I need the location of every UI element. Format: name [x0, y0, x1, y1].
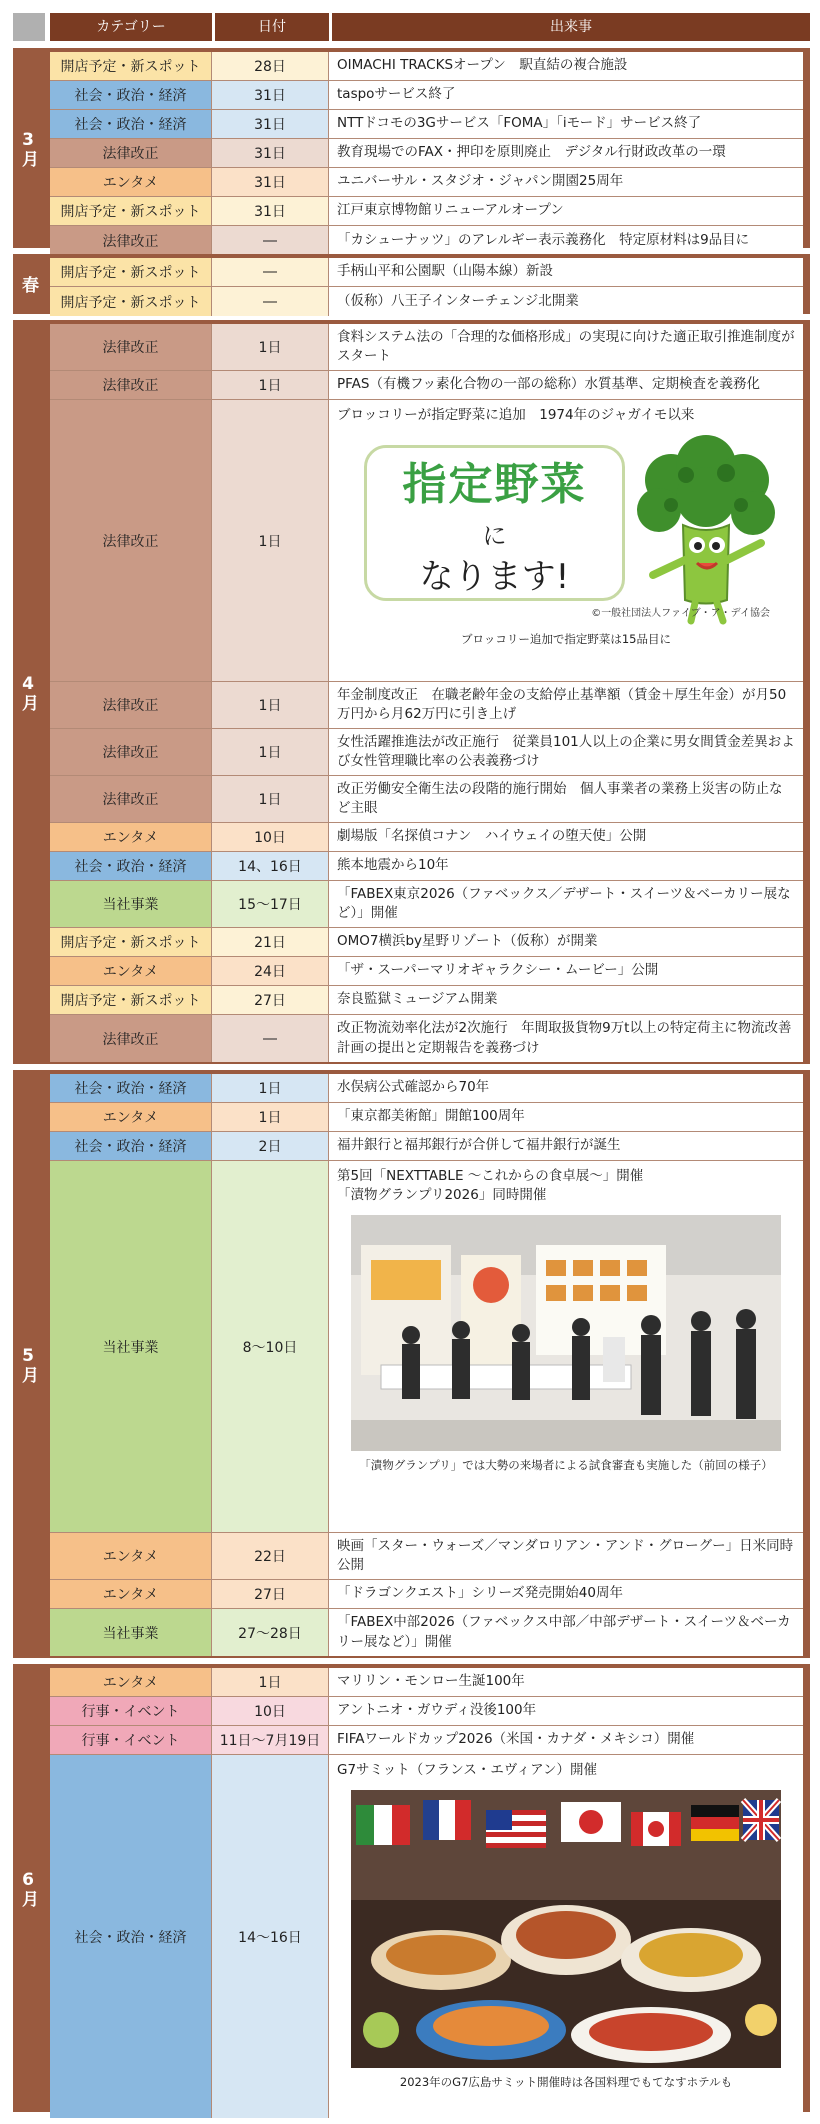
table-row — [50, 1755, 803, 2118]
event-cell — [329, 226, 803, 255]
event-cell — [329, 957, 803, 985]
event-cell — [329, 1533, 803, 1579]
event-cell — [329, 1609, 803, 1656]
event-cell — [329, 1755, 803, 2118]
flag-germany-icon — [691, 1805, 739, 1841]
table-row — [50, 682, 803, 729]
month-label: 4月 — [18, 673, 38, 711]
event-cell — [329, 823, 803, 851]
photo-frame — [351, 1790, 781, 2068]
date-cell: 1日 — [212, 1074, 329, 1102]
table-row — [50, 52, 803, 81]
event-cell — [329, 1161, 803, 1532]
table-row — [50, 986, 803, 1015]
event-cell — [329, 1074, 803, 1102]
event-text: 劇場版「名探偵コナン ハイウェイの堕天使」公開 — [337, 828, 647, 845]
month-label: 春 — [18, 275, 38, 293]
table-row — [50, 226, 803, 255]
event-cell — [329, 1697, 803, 1725]
date-cell: 10日 — [212, 823, 329, 851]
month-group-may — [13, 1070, 810, 1658]
category-cell: 法律改正 — [50, 400, 212, 681]
category-cell: 当社事業 — [50, 1161, 212, 1532]
category-cell: 当社事業 — [50, 881, 212, 927]
table-row — [50, 957, 803, 986]
table-row — [50, 1580, 803, 1609]
date-cell: 1日 — [212, 400, 329, 681]
date-cell: 31日 — [212, 197, 329, 225]
table-header — [0, 0, 820, 44]
table-row — [50, 729, 803, 776]
date-cell: 2日 — [212, 1132, 329, 1160]
category-cell: エンタメ — [50, 957, 212, 985]
event-text: アントニオ・ガウディ没後100年 — [337, 1702, 537, 1719]
month-group-apr — [13, 320, 810, 1064]
category-cell: 開店予定・新スポット — [50, 258, 212, 286]
category-cell: 開店予定・新スポット — [50, 986, 212, 1014]
category-cell: エンタメ — [50, 1668, 212, 1696]
flag-italy-icon — [356, 1805, 410, 1845]
event-text: ユニバーサル・スタジオ・ジャパン開園25周年 — [337, 173, 624, 190]
event-cell — [329, 986, 803, 1014]
date-cell: ― — [212, 258, 329, 286]
category-cell: 法律改正 — [50, 776, 212, 822]
event-text: 「ザ・スーパーマリオギャラクシー・ムービー」公開 — [337, 962, 659, 979]
category-cell: 開店予定・新スポット — [50, 52, 212, 80]
event-text: 「東京都美術館」開館100周年 — [337, 1108, 525, 1125]
category-cell: 開店予定・新スポット — [50, 928, 212, 956]
date-cell: 31日 — [212, 139, 329, 167]
header-corner — [13, 13, 45, 41]
date-cell: 1日 — [212, 324, 329, 370]
event-text: OIMACHI TRACKSオープン 駅直結の複合施設 — [337, 57, 628, 74]
event-cell — [329, 852, 803, 880]
header-category: カテゴリー — [50, 13, 212, 41]
month-rows — [50, 1074, 803, 1656]
table-row — [50, 1726, 803, 1755]
event-cell — [329, 729, 803, 775]
event-cell — [329, 1668, 803, 1696]
event-cell — [329, 881, 803, 927]
category-cell: 社会・政治・経済 — [50, 110, 212, 138]
category-cell: 社会・政治・経済 — [50, 1074, 212, 1102]
category-cell: エンタメ — [50, 1103, 212, 1131]
event-cell — [329, 682, 803, 728]
table-row — [50, 110, 803, 139]
event-text: taspoサービス終了 — [337, 86, 456, 103]
month-label: 6月 — [18, 1869, 38, 1907]
date-cell: 1日 — [212, 729, 329, 775]
table-row — [50, 81, 803, 110]
event-text: 「ドラゴンクエスト」シリーズ発売開始40周年 — [337, 1585, 623, 1602]
flag-canada-icon — [631, 1812, 681, 1846]
date-cell: 10日 — [212, 1697, 329, 1725]
date-cell: 8～10日 — [212, 1161, 329, 1532]
flag-france-icon — [423, 1800, 471, 1840]
event-text: 福井銀行と福邦銀行が合併して福井銀行が誕生 — [337, 1137, 621, 1154]
event-text: 「FABEX中部2026（ファベックス中部／中部デザート・スイーツ＆ベーカリー展など）」開催 — [337, 1614, 791, 1650]
event-text: OMO7横浜by星野リゾート（仮称）が開業 — [337, 933, 598, 950]
event-cell — [329, 776, 803, 822]
month-rows — [50, 1668, 803, 2118]
event-text: G7サミット（フランス・エヴィアン）開催 — [337, 1762, 598, 1778]
event-text: 年金制度改正 在職老齢年金の支給停止基準額（賃金＋厚生年金）が月50万円から月62万円に引き上げ — [337, 686, 787, 722]
month-group-spring — [13, 254, 810, 314]
table-row — [50, 852, 803, 881]
event-cell — [329, 1015, 803, 1062]
speech-bubble — [364, 445, 625, 601]
date-cell: 27日 — [212, 1580, 329, 1608]
category-cell: 法律改正 — [50, 324, 212, 370]
event-cell — [329, 139, 803, 167]
date-cell: 1日 — [212, 682, 329, 728]
table-row — [50, 928, 803, 957]
illustration-headline: 指定野菜 — [402, 459, 587, 511]
flag-usa-icon — [486, 1810, 546, 1848]
expo-photo — [351, 1215, 781, 1451]
table-row — [50, 139, 803, 168]
date-cell: 1日 — [212, 776, 329, 822]
date-cell: ― — [212, 287, 329, 316]
category-cell: 社会・政治・経済 — [50, 852, 212, 880]
event-cell — [329, 1103, 803, 1131]
date-cell: ― — [212, 226, 329, 255]
g7-dinner-photo — [351, 1790, 781, 2068]
event-cell — [329, 371, 803, 399]
date-cell: 24日 — [212, 957, 329, 985]
image-caption: ブロッコリー追加で指定野菜は15品目に — [461, 632, 671, 647]
illustration-tagline: なります! — [419, 556, 570, 597]
category-cell: 社会・政治・経済 — [50, 1755, 212, 2118]
event-text: FIFAワールドカップ2026（米国・カナダ・メキシコ）開催 — [337, 1731, 695, 1748]
event-text: 改正物流効率化法が2次施行 年間取扱貨物9万t以上の特定荷主に物流改善計画の提出と定期報告を義務づけ — [337, 1020, 792, 1056]
category-cell: 開店予定・新スポット — [50, 287, 212, 316]
event-cell — [329, 400, 803, 681]
event-text: マリリン・モンロー生誕100年 — [337, 1673, 525, 1690]
event-text: 教育現場でのFAX・押印を原則廃止 デジタル行財政改革の一環 — [337, 144, 726, 161]
category-cell: 法律改正 — [50, 1015, 212, 1062]
table-row — [50, 1533, 803, 1580]
category-cell: エンタメ — [50, 1533, 212, 1579]
date-cell: 15～17日 — [212, 881, 329, 927]
flag-japan-icon — [561, 1802, 621, 1842]
table-row — [50, 1697, 803, 1726]
category-cell: 社会・政治・経済 — [50, 1132, 212, 1160]
date-cell: 27日 — [212, 986, 329, 1014]
event-text: 女性活躍推進法が改正施行 従業員101人以上の企業に男女間賃金差異および女性管理職比率の公表義務づけ — [337, 733, 795, 769]
table-row — [50, 168, 803, 197]
table-row — [50, 258, 803, 287]
photo-frame — [351, 1215, 781, 1451]
image-caption: 「漬物グランプリ」では大勢の来場者による試食審査も実施した（前回の様子） — [359, 1458, 773, 1473]
table-row — [50, 1103, 803, 1132]
event-text: 食料システム法の「合理的な価格形成」の実現に向けた適正取引推進制度がスタート — [337, 328, 795, 364]
category-cell: 開店予定・新スポット — [50, 197, 212, 225]
table-row — [50, 1074, 803, 1103]
broccoli-character-icon — [631, 435, 781, 625]
event-text: 映画「スター・ウォーズ／マンダロリアン・アンド・グローグー」日米同時公開 — [337, 1537, 794, 1573]
table-row — [50, 776, 803, 823]
event-text: 「カシューナッツ」のアレルギー表示義務化 特定原材料は9品目に — [337, 231, 750, 248]
table-row — [50, 1161, 803, 1533]
event-cell — [329, 52, 803, 80]
table-row — [50, 324, 803, 371]
category-cell: 社会・政治・経済 — [50, 81, 212, 109]
category-cell: 行事・イベント — [50, 1726, 212, 1754]
header-event: 出来事 — [332, 13, 810, 41]
table-row — [50, 400, 803, 682]
flag-uk-icon — [743, 1800, 779, 1840]
month-rows — [50, 52, 803, 255]
event-text: PFAS（有機フッ素化合物の一部の総称）水質基準、定期検査を義務化 — [337, 376, 761, 393]
date-cell: 22日 — [212, 1533, 329, 1579]
event-cell — [329, 287, 803, 316]
date-cell: 31日 — [212, 110, 329, 138]
table-row — [50, 287, 803, 316]
category-cell: 法律改正 — [50, 139, 212, 167]
category-cell: 当社事業 — [50, 1609, 212, 1656]
category-cell: 法律改正 — [50, 682, 212, 728]
date-cell: ― — [212, 1015, 329, 1062]
category-cell: エンタメ — [50, 168, 212, 196]
event-text: 改正労働安全衛生法の段階的施行開始 個人事業者の業務上災害の防止など主眼 — [337, 780, 783, 816]
table-row — [50, 1015, 803, 1062]
date-cell: 1日 — [212, 1668, 329, 1696]
date-cell: 31日 — [212, 168, 329, 196]
table-row — [50, 1609, 803, 1656]
date-cell: 11日～7月19日 — [212, 1726, 329, 1754]
event-cell — [329, 168, 803, 196]
category-cell: 法律改正 — [50, 729, 212, 775]
event-text: ブロッコリーが指定野菜に追加 1974年のジャガイモ以来 — [337, 407, 695, 423]
event-text: NTTドコモの3Gサービス「FOMA」「iモード」サービス終了 — [337, 115, 702, 132]
category-cell: 行事・イベント — [50, 1697, 212, 1725]
event-cell — [329, 1580, 803, 1608]
illustration-credit: ©一般社団法人ファイブ・ア・デイ協会 — [591, 608, 770, 620]
event-text: 熊本地震から10年 — [337, 857, 449, 874]
event-text: （仮称）八王子インターチェンジ北開業 — [337, 292, 579, 309]
event-text: 「FABEX東京2026（ファベックス／デザート・スイーツ＆ベーカリー展など）」開催 — [337, 885, 791, 921]
event-cell — [329, 258, 803, 286]
event-cell — [329, 1726, 803, 1754]
table-row — [50, 881, 803, 928]
header-date: 日付 — [215, 13, 329, 41]
month-label: 3月 — [18, 129, 38, 167]
event-cell — [329, 324, 803, 370]
table-row — [50, 197, 803, 226]
table-row — [50, 1668, 803, 1697]
designated-vegetable-illustration — [356, 435, 776, 625]
event-cell — [329, 197, 803, 225]
event-text: 江戸東京博物館リニューアルオープン — [337, 202, 564, 219]
image-caption: 2023年のG7広島サミット開催時は各国料理でもてなすホテルも — [399, 2075, 733, 2090]
category-cell: エンタメ — [50, 823, 212, 851]
category-cell: 法律改正 — [50, 226, 212, 255]
month-rows — [50, 324, 803, 1062]
table-row — [50, 823, 803, 852]
date-cell: 14～16日 — [212, 1755, 329, 2118]
date-cell: 14、16日 — [212, 852, 329, 880]
date-cell: 1日 — [212, 1103, 329, 1131]
category-cell: 法律改正 — [50, 371, 212, 399]
date-cell: 27～28日 — [212, 1609, 329, 1656]
event-cell — [329, 1132, 803, 1160]
date-cell: 28日 — [212, 52, 329, 80]
month-group-jun — [13, 1664, 810, 2112]
event-text: 奈良監獄ミュージアム開業 — [337, 991, 498, 1008]
event-cell — [329, 110, 803, 138]
event-cell — [329, 81, 803, 109]
table-row — [50, 371, 803, 400]
event-text: 第5回「NEXTTABLE ～これからの食卓展～」開催 「漬物グランプリ2026」同時開催 — [337, 1168, 644, 1204]
event-text: 水俣病公式確認から70年 — [337, 1079, 490, 1096]
date-cell: 31日 — [212, 81, 329, 109]
month-label: 5月 — [18, 1345, 38, 1383]
month-rows — [50, 258, 803, 316]
date-cell: 21日 — [212, 928, 329, 956]
table-row — [50, 1132, 803, 1161]
month-group-mar — [13, 48, 810, 248]
category-cell: エンタメ — [50, 1580, 212, 1608]
date-cell: 1日 — [212, 371, 329, 399]
event-cell — [329, 928, 803, 956]
illustration-particle: に — [482, 521, 507, 550]
event-text: 手柄山平和公園駅（山陽本線）新設 — [337, 263, 553, 280]
